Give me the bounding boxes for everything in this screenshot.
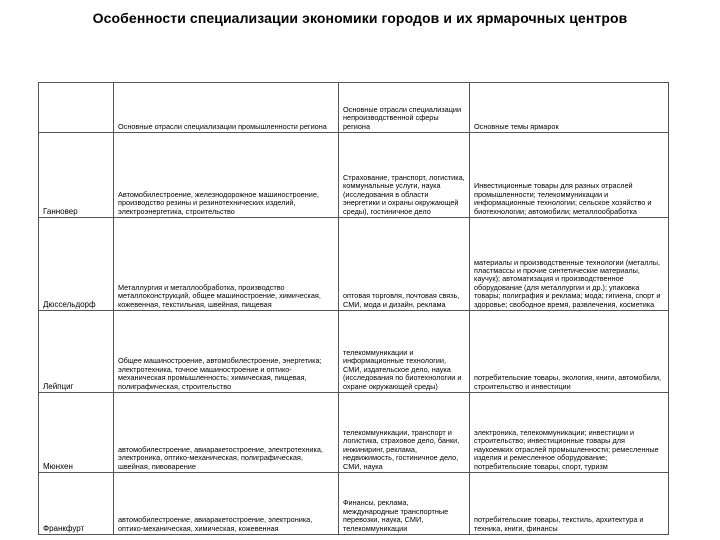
services-cell: телекоммуникации, транспорт и логистика, страховое дело, банки, инжиниринг, реклама, недвижимость, гостиничное дело, СМИ, наука <box>339 393 470 473</box>
fairs-cell: электроника, телекоммуникации; инвестиции и строительство; инвестиционные товары для наукоемких отраслей промышленности; ремесленные изделия и ремесленное оборудование; потребительские товары, спорт, туризм <box>470 393 669 473</box>
industry-cell: Автомобилестроение, железнодорожное машиностроение, производство резины и резинотехнических изделий, электроэнергетика, строительство <box>114 133 339 218</box>
header-industry: Основные отрасли специализации промышленности региона <box>114 83 339 133</box>
city-cell: Ганновер <box>39 133 114 218</box>
table-row <box>39 393 669 473</box>
table-row <box>39 311 669 393</box>
page-title: Особенности специализации экономики городов и их ярмарочных центров <box>92 10 628 26</box>
header-fairs: Основные темы ярмарок <box>470 83 669 133</box>
city-cell: Франкфурт <box>39 473 114 535</box>
table-row <box>39 133 669 218</box>
fairs-cell: потребительские товары, экология, книги, автомобили, строительство и инвестиции <box>470 311 669 393</box>
fairs-cell: потребительские товары, текстиль, архитектура и техника, книги, финансы <box>470 473 669 535</box>
services-cell: Страхование, транспорт, логистика, коммунальные услуги, наука (исследования в области энергетики и охраны окружающей среды), гостиничное дело <box>339 133 470 218</box>
industry-cell: автомобилестроение, авиаракетостроение, электроника, оптико-механическая, химическая, кожевенная <box>114 473 339 535</box>
fairs-cell: материалы и производственные технологии (металлы, пластмассы и прочие синтетические материалы, каучук); автоматизация и производственное оборудование (для металлургии и др.); упаковка товары; полиграфия и реклама; мода; гигиена, спорт и здоровье; свободное время, развлечения, косметика <box>470 218 669 311</box>
city-cell: Лейпциг <box>39 311 114 393</box>
city-cell: Дюссельдорф <box>39 218 114 311</box>
table-row <box>39 218 669 311</box>
industry-cell: Металлургия и металлообработка, производство металлоконструкций, общее машиностроение, химическая, кожевенная, текстильная, швейная, пищевая <box>114 218 339 311</box>
specialization-table <box>38 82 669 535</box>
fairs-cell: Инвестиционные товары для разных отраслей промышленности; телекоммуникации и информационные технологии; сельское хозяйство и биотехнологии; автомобили; металлообработка <box>470 133 669 218</box>
table-header-row <box>39 83 669 133</box>
table-row <box>39 473 669 535</box>
city-cell: Мюнхен <box>39 393 114 473</box>
services-cell: телекоммуникации и информационные технологии, СМИ, издательское дело, наука (исследования по биотехнологии и охране окружающей среды) <box>339 311 470 393</box>
header-city <box>39 83 114 133</box>
industry-cell: автомобилестроение, авиаракетостроение, электротехника, электроника, оптико-механическая, полиграфическая, швейная, пивоварение <box>114 393 339 473</box>
industry-cell: Общее машиностроение, автомобилестроение, энергетика; электротехника, точное машиностроение и оптико-механическая промышленность; химическая, пищевая, полиграфическая, строительство <box>114 311 339 393</box>
services-cell: оптовая торговля, почтовая связь, СМИ, мода и дизайн, реклама <box>339 218 470 311</box>
header-services: Основные отрасли специализации непроизводственной сферы региона <box>339 83 470 133</box>
services-cell: Финансы, реклама, международные транспортные перевозки, наука, СМИ, телекоммуникации <box>339 473 470 535</box>
